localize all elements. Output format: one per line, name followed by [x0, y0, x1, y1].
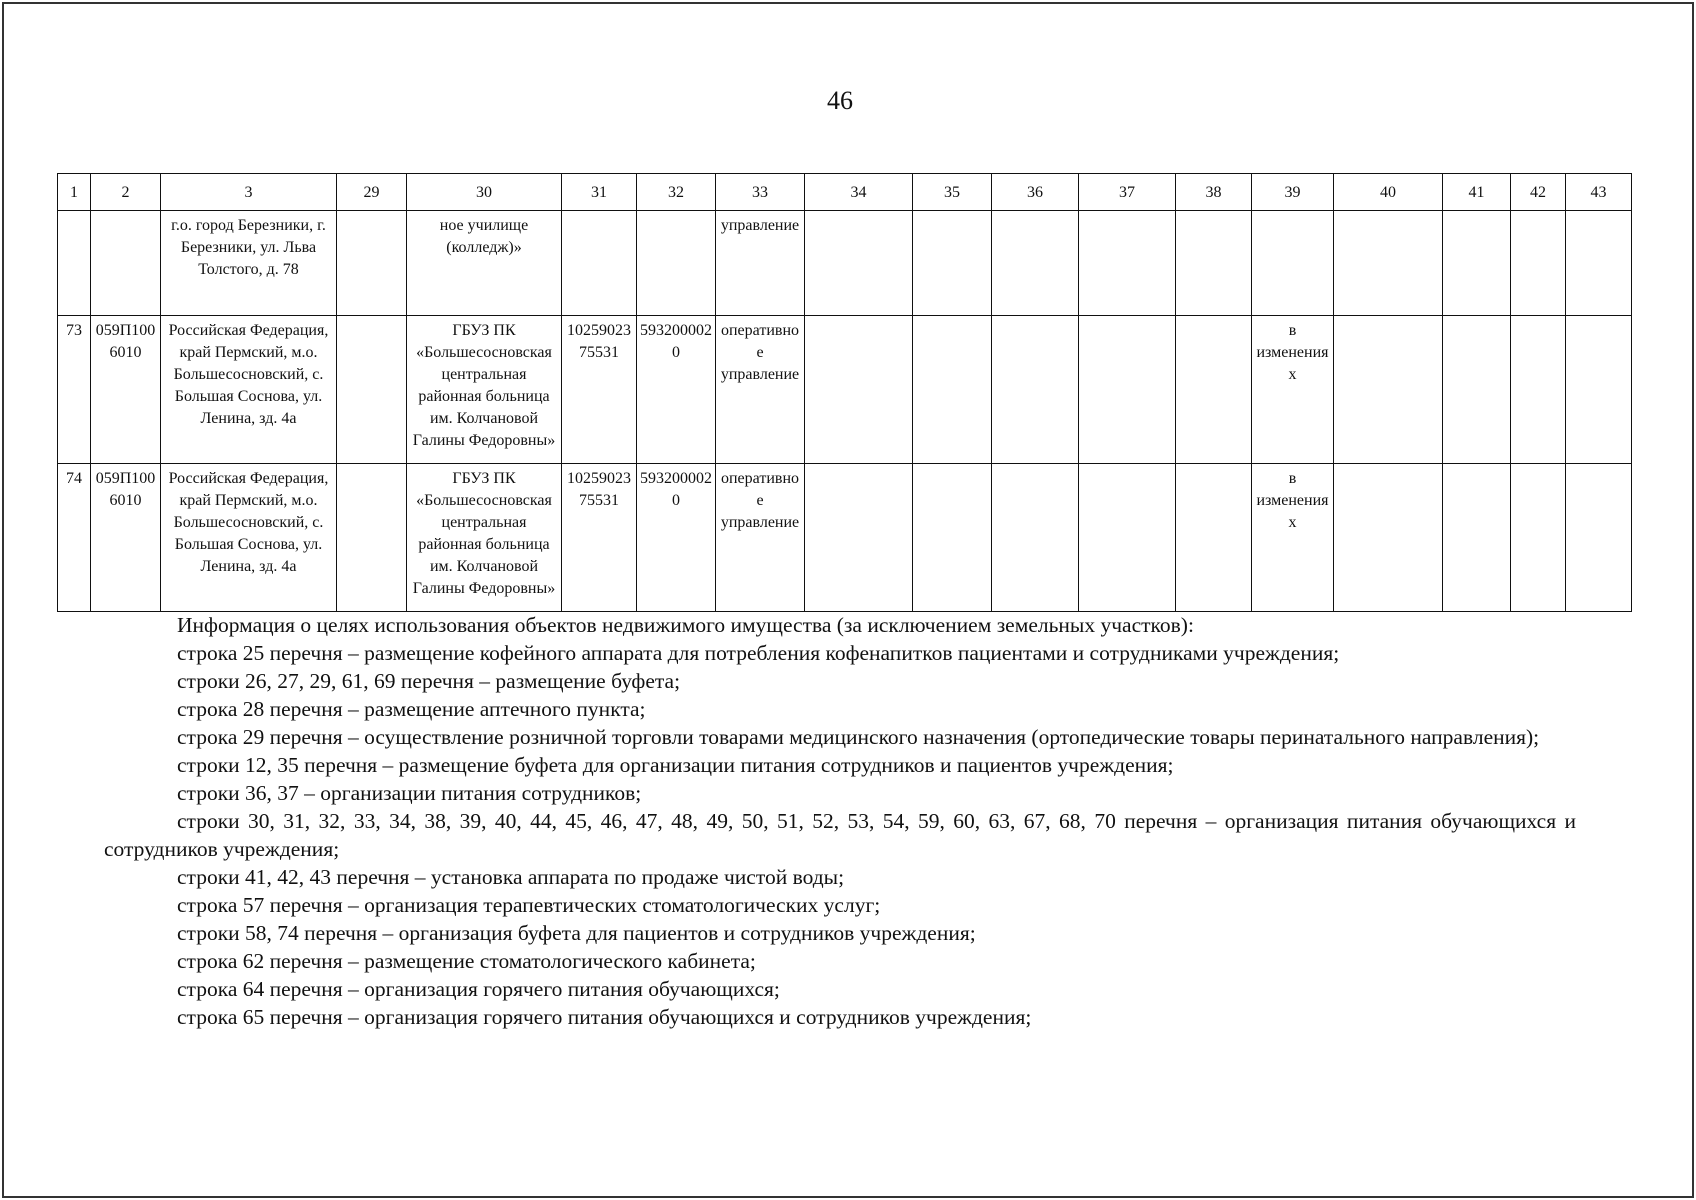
note-line: строка 57 перечня – организация терапевтических стоматологических услуг; — [177, 893, 881, 917]
note-line: строка 65 перечня – организация горячего питания обучающихся и сотрудников учреждения; — [177, 1005, 1032, 1029]
note-line: строки 58, 74 перечня – организация буфета для пациентов и сотрудников учреждения; — [177, 921, 976, 945]
inn-cell: 5932000020 — [637, 316, 716, 464]
column-header: 41 — [1443, 174, 1511, 211]
ogrn-cell: 1025902375531 — [562, 464, 637, 612]
holder-cell: ГБУЗ ПК «Большесосновская центральная районная больница им. Колчановой Галины Федоровны» — [407, 316, 562, 464]
code-cell: 059П1006010 — [91, 464, 161, 612]
column-header: 37 — [1079, 174, 1176, 211]
changes-cell: в изменениях — [1252, 316, 1334, 464]
note-line: строка 62 перечня – размещение стоматологического кабинета; — [177, 949, 756, 973]
table-row — [58, 316, 1632, 464]
column-header: 29 — [337, 174, 407, 211]
right-cell: оперативное управление — [716, 316, 805, 464]
column-header: 35 — [913, 174, 992, 211]
code-cell: 059П1006010 — [91, 316, 161, 464]
ogrn-cell: 1025902375531 — [562, 316, 637, 464]
column-header: 34 — [805, 174, 913, 211]
table-header-row — [58, 174, 1632, 211]
note-line: строка 29 перечня – осуществление розничной торговли товарами медицинского назначения (ортопедические товары перинатального направления); — [177, 725, 1540, 749]
column-header: 43 — [1566, 174, 1632, 211]
column-header: 40 — [1334, 174, 1443, 211]
row-number-cell: 74 — [58, 464, 91, 612]
changes-cell: в изменениях — [1252, 464, 1334, 612]
column-header: 31 — [562, 174, 637, 211]
column-header: 36 — [992, 174, 1079, 211]
note-line: строки 12, 35 перечня – размещение буфета для организации питания сотрудников и пациентов учреждения; — [177, 753, 1174, 777]
note-line: строка 64 перечня – организация горячего питания обучающихся; — [177, 977, 780, 1001]
column-header: 3 — [161, 174, 337, 211]
column-header: 38 — [1176, 174, 1252, 211]
right-cell: оперативное управление — [716, 464, 805, 612]
registry-table — [57, 173, 1632, 612]
note-line: строка 28 перечня – размещение аптечного пункта; — [177, 697, 646, 721]
address-cell: Российская Федерация, край Пермский, м.о. Большесосновский, с. Большая Соснова, ул. Ленина, зд. 4а — [161, 316, 337, 464]
column-header: 32 — [637, 174, 716, 211]
note-line: строки 36, 37 – организации питания сотрудников; — [177, 781, 642, 805]
note-line: строки 41, 42, 43 перечня – установка аппарата по продаже чистой воды; — [177, 865, 845, 889]
inn-cell: 5932000020 — [637, 464, 716, 612]
column-header: 39 — [1252, 174, 1334, 211]
usage-notes — [104, 611, 1576, 1031]
notes-intro: Информация о целях использования объектов недвижимого имущества (за исключением земельных участков): — [177, 613, 1194, 637]
note-line: строки 26, 27, 29, 61, 69 перечня – размещение буфета; — [177, 669, 681, 693]
holder-cell: ное училище (колледж)» — [407, 211, 562, 316]
row-number-cell: 73 — [58, 316, 91, 464]
holder-cell: ГБУЗ ПК «Большесосновская центральная районная больница им. Колчановой Галины Федоровны» — [407, 464, 562, 612]
column-header: 1 — [58, 174, 91, 211]
column-header: 30 — [407, 174, 562, 211]
page-number: 46 — [827, 86, 853, 115]
note-line: строка 25 перечня – размещение кофейного аппарата для потребления кофенапитков пациентами и сотрудниками учреждения; — [177, 641, 1340, 665]
column-header: 2 — [91, 174, 161, 211]
column-header: 33 — [716, 174, 805, 211]
right-cell: управление — [716, 211, 805, 316]
note-line: строки 30, 31, 32, 33, 34, 38, 39, 40, 44, 45, 46, 47, 48, 49, 50, 51, 52, 53, 54, 59, 60, 63, 67, 68, 70 перечня – организация питания обучающихся и сотрудников учреждения; — [104, 809, 1576, 861]
column-header: 42 — [1511, 174, 1566, 211]
table-row — [58, 211, 1632, 316]
address-cell: Российская Федерация, край Пермский, м.о. Большесосновский, с. Большая Соснова, ул. Ленина, зд. 4а — [161, 464, 337, 612]
table-row — [58, 464, 1632, 612]
address-cell: г.о. город Березники, г. Березники, ул. Льва Толстого, д. 78 — [161, 211, 337, 316]
